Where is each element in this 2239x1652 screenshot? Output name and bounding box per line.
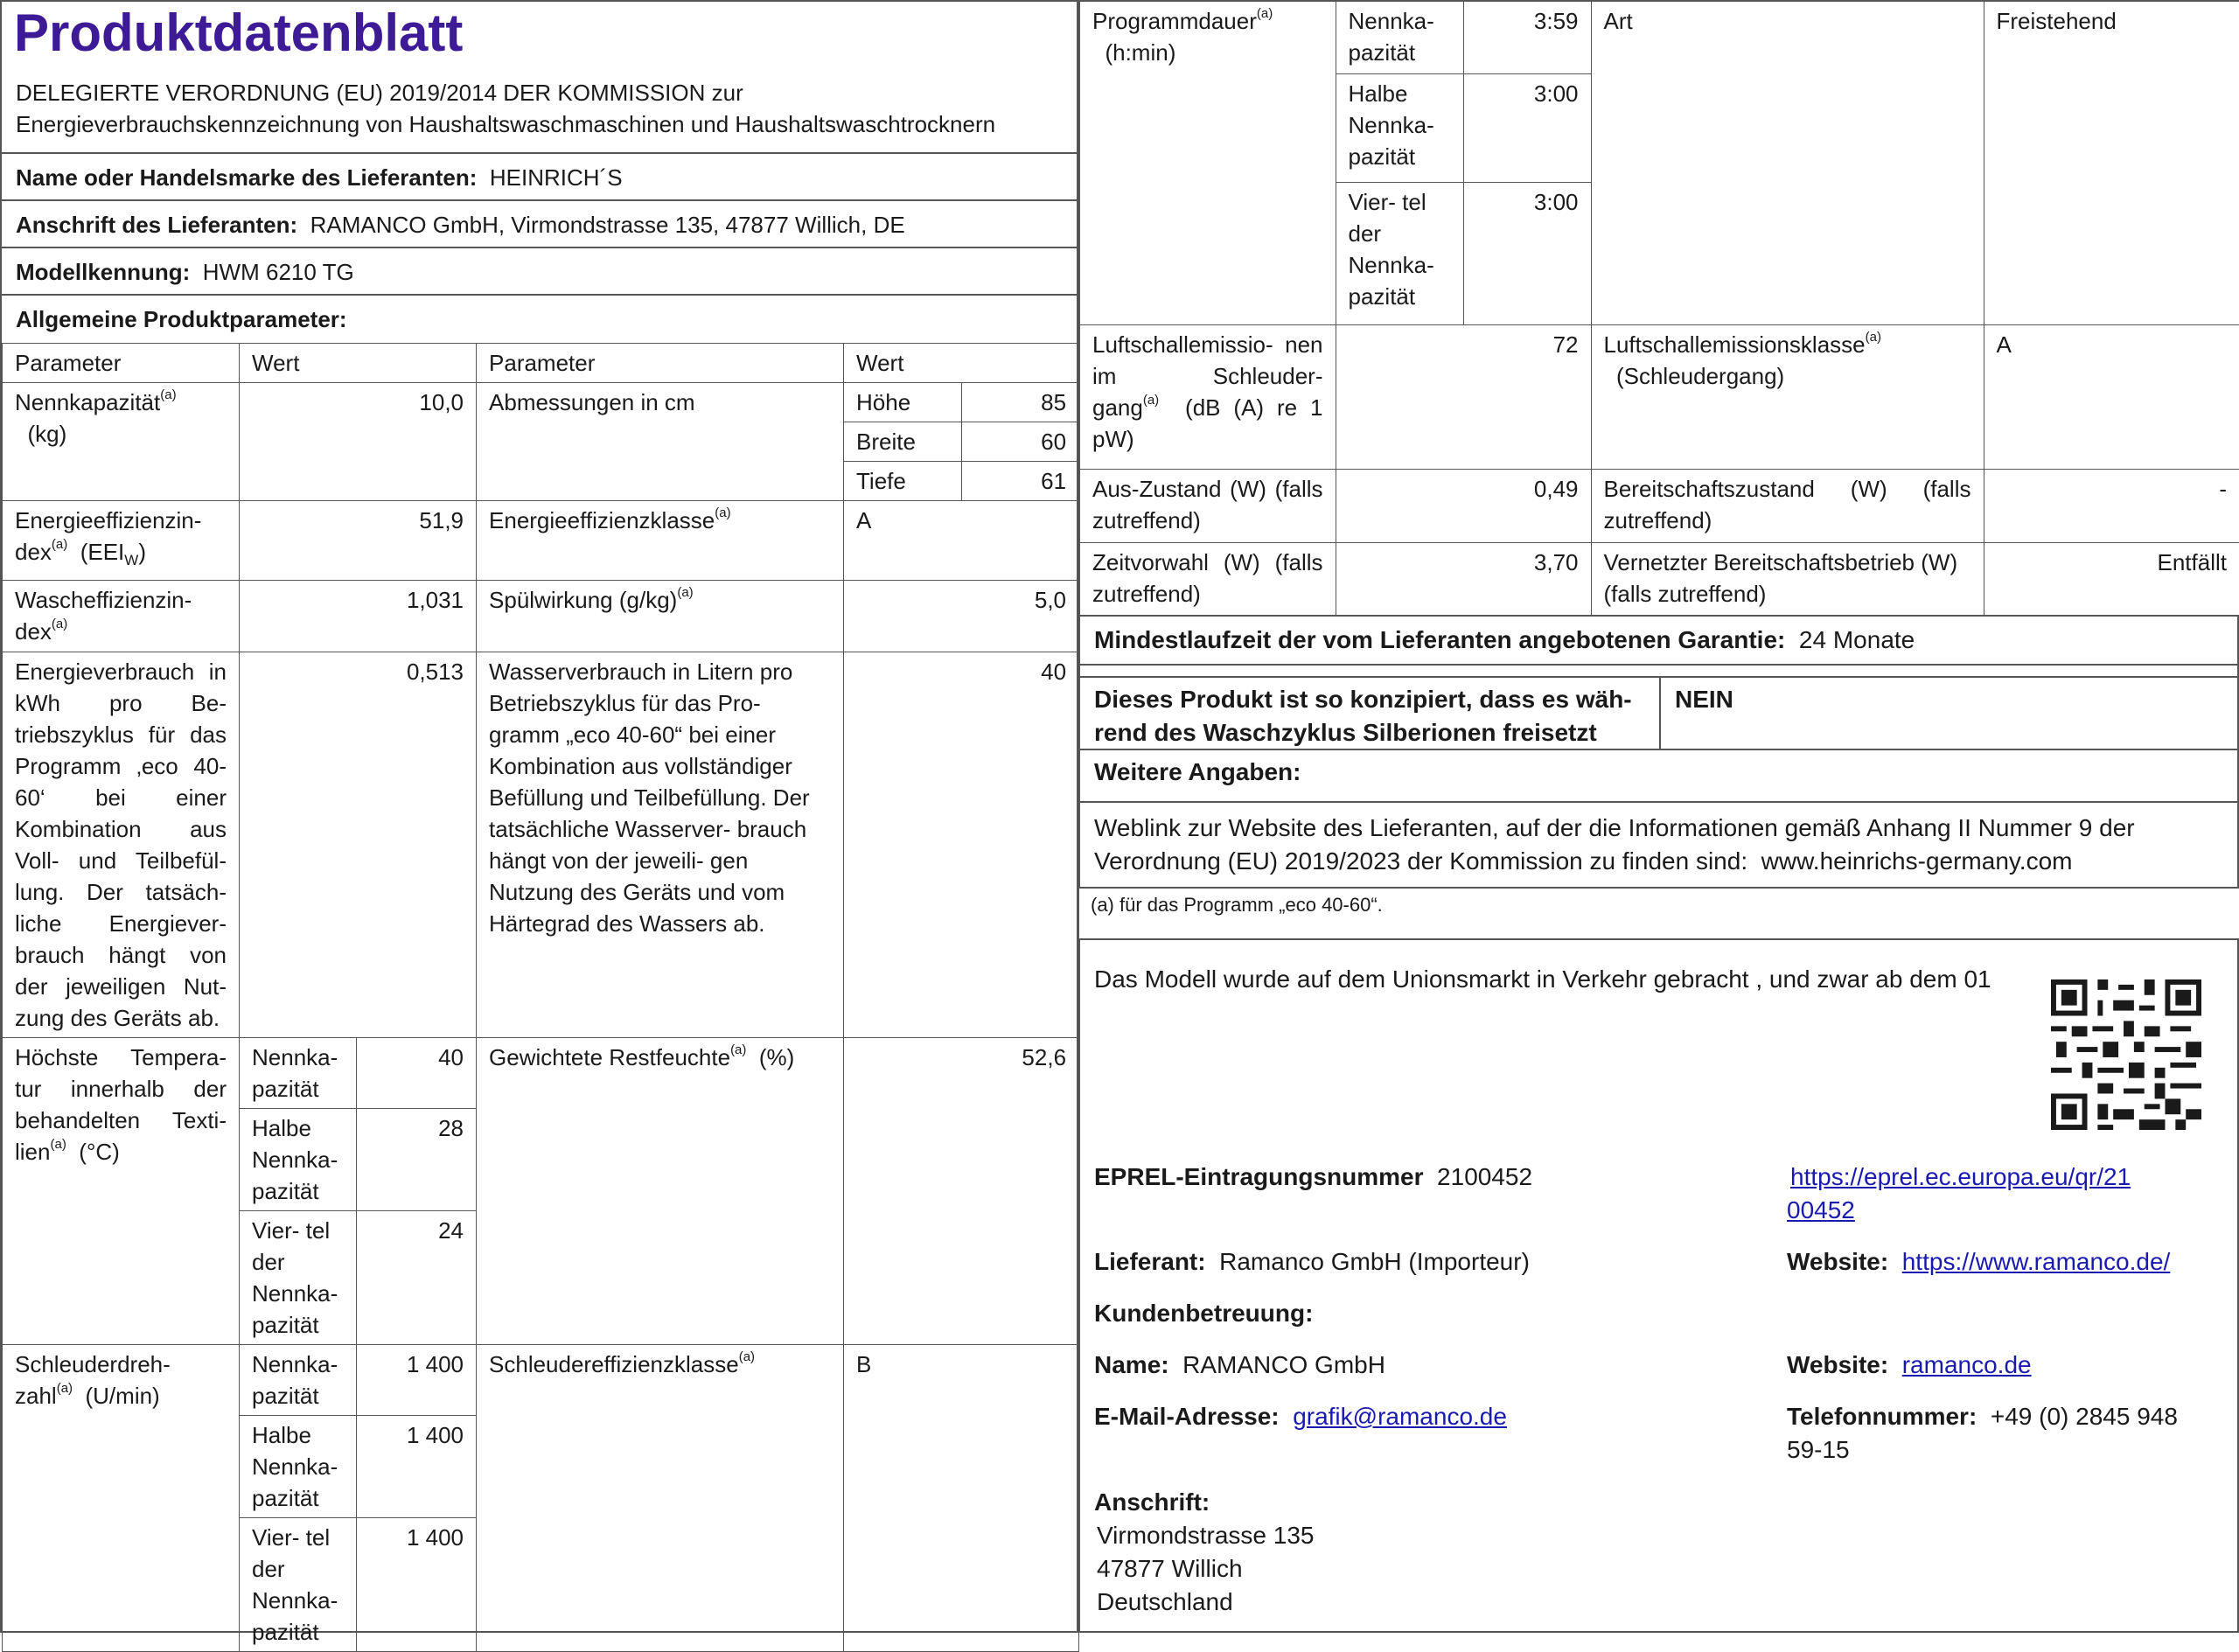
temp-row-2-label: Halbe Nennka- pazität	[240, 1109, 357, 1211]
spin-class-label: Schleudereffizienzklasse$^{(a)}$	[477, 1345, 844, 1652]
table-row	[1079, 324, 2239, 469]
type-value: Freistehend	[1984, 1, 2239, 324]
silver-row	[1078, 676, 2239, 750]
temp-label: Höchste Tempera- tur innerhalb der behandelten Texti- lien$^{(a)}$ (°C)	[3, 1038, 240, 1345]
supplier-address-value: RAMANCO GmbH, Virmondstrasse 135, 47877 Willich, DE	[310, 212, 905, 238]
support-name-row	[1094, 1349, 1385, 1382]
noise-class-label: Luftschallemissionsklasse$^{(a)}$ (Schleudergang)	[1591, 324, 1984, 469]
duration-row-3-value: 3:00	[1463, 182, 1591, 324]
energy-value: 0,513	[240, 652, 477, 1038]
more-info-url: www.heinrichs-germany.com	[1761, 847, 2073, 875]
spin-row-2-label: Halbe Nennka- pazität	[240, 1416, 357, 1518]
warranty-label: Mindestlaufzeit der vom Lieferanten angebotenen Garantie:	[1094, 626, 1786, 653]
table-row	[3, 652, 1079, 1038]
header-param: Parameter	[3, 344, 240, 383]
support-address-block	[1094, 1486, 1315, 1619]
water-label: Wasserverbrauch in Litern pro Betriebszyklus für das Pro- gramm „eco 40-60“ bei einer Kombination aus vollständiger Befüllung und Teilbefüllung. Der tatsächliche Wasserver- brauch hängt von der jeweili- gen Nutzung des Geräts und vom Härtegrad des Wassers ab.	[477, 652, 844, 1038]
delay-value: 3,70	[1336, 542, 1591, 616]
support-email-label: E-Mail-Adresse:	[1094, 1403, 1280, 1430]
support-phone-row	[1787, 1400, 2178, 1467]
silver-value: NEIN	[1675, 686, 1733, 713]
networked-value: Entfällt	[1984, 542, 2239, 616]
spacer	[1078, 666, 2239, 676]
table-row	[3, 501, 1079, 581]
moisture-value: 52,6	[844, 1038, 1079, 1345]
type-label: Art	[1591, 1, 1984, 324]
left-panel	[0, 0, 1078, 1646]
eprel-website-row	[1787, 1245, 2170, 1279]
dim-height-value: 85	[962, 383, 1079, 422]
wash-eff-value: 1,031	[240, 581, 477, 652]
eprel-website-label: Website:	[1787, 1248, 1889, 1275]
delay-label: Zeitvorwahl (W) (falls zutreffend)	[1079, 542, 1336, 616]
general-params-label: Allgemeine Produktparameter:	[16, 306, 347, 332]
support-phone-label: Telefonnummer:	[1787, 1403, 1977, 1430]
dim-width-value: 60	[962, 422, 1079, 462]
standby-value: -	[1984, 469, 2239, 542]
regulation-line-1: DELEGIERTE VERORDNUNG (EU) 2019/2014 DER KOMMISSION zur	[16, 80, 743, 106]
standby-label: Bereitschaftszustand (W) (falls zutreffend)	[1591, 469, 1984, 542]
table-row	[3, 1038, 1079, 1109]
capacity-value: 10,0	[240, 383, 477, 501]
off-label: Aus-Zustand (W) (falls zutreffend)	[1079, 469, 1336, 542]
model-label: Modellkennung:	[16, 259, 191, 285]
regulation-line-2: Energieverbrauchskennzeichnung von Haushaltswaschmaschinen und Haushaltswaschtrocknern	[16, 111, 996, 137]
support-phone-value-1: +49 (0) 2845 948	[1990, 1403, 2178, 1430]
eei-label: Energieeffizienzin- dex$^{(a)}$ $(EEI_W)$	[3, 501, 240, 581]
spin-label: Schleuderdreh- zahl$^{(a)}$ (U/min)	[3, 1345, 240, 1652]
noise-class-value: A	[1984, 324, 2239, 469]
eprel-reg-row	[1094, 1161, 1532, 1194]
header-value: Wert	[240, 344, 477, 383]
noise-label: Luftschallemissio- nen im Schleuder- gang$^{(a)}$ (dB (A) re 1 pW)	[1079, 324, 1336, 469]
spin-row-3-value: 1 400	[357, 1518, 477, 1652]
energy-label: Energieverbrauch in kWh pro Be- triebszyklus für das Programm ‚eco 40-60‘ bei einer Kombination aus Voll- und Teilbefül- lung. Der tatsäch- liche Energiever- brauch hängt von der jeweiligen Nut- zung des Geräts ab.	[3, 652, 240, 1038]
duration-row-3-label: Vier- tel der Nennka- pazität	[1336, 182, 1463, 324]
model-row	[2, 247, 1077, 294]
rinse-value: 5,0	[844, 581, 1079, 652]
support-address-line-2: 47877 Willich	[1097, 1555, 1243, 1582]
spin-class-value: B	[844, 1345, 1079, 1652]
qr-code-icon	[2051, 979, 2201, 1130]
water-value: 40	[844, 652, 1079, 1038]
temp-row-1-label: Nennka- pazität	[240, 1038, 357, 1109]
more-info-text-row	[1078, 803, 2239, 889]
eprel-website-link[interactable]: https://www.ramanco.de/	[1901, 1248, 2171, 1275]
support-phone-value-2: 59-15	[1787, 1436, 1850, 1463]
table-row	[1079, 542, 2239, 616]
temp-row-3-label: Vier- tel der Nennka- pazität	[240, 1211, 357, 1345]
dimensions-label: Abmessungen in cm	[477, 383, 844, 501]
warranty-row	[1078, 617, 2239, 666]
rinse-label: Spülwirkung $(g/kg)^{(a)}$	[477, 581, 844, 652]
support-name-label: Name:	[1094, 1351, 1169, 1378]
support-website-link[interactable]: ramanco.de	[1901, 1351, 2032, 1378]
support-address-line-1: Virmondstrasse 135	[1097, 1522, 1315, 1549]
spin-row-3-label: Vier- tel der Nennka- pazität	[240, 1518, 357, 1652]
table-row	[3, 581, 1079, 652]
more-info-text: Weblink zur Website des Lieferanten, auf der die Informationen gemäß Anhang II Nummer 9 der Verordnung (EU) 2019/2023 der Kommission zu finden sind:	[1094, 814, 2135, 875]
eprel-panel	[1078, 938, 2239, 1633]
duration-row-2-value: 3:00	[1463, 73, 1591, 182]
networked-label: Vernetzter Bereitschaftsbetrieb (W) (falls zutreffend)	[1591, 542, 1984, 616]
support-name-value: RAMANCO GmbH	[1182, 1351, 1385, 1378]
silver-label: Dieses Produkt ist so konzipiert, dass es wäh- rend des Waschzyklus Silberionen freisetzt	[1080, 678, 1661, 749]
eprel-link-line-1[interactable]: https://eprel.ec.europa.eu/qr/21	[1790, 1163, 2131, 1190]
table-row	[1079, 469, 2239, 542]
model-value: HWM 6210 TG	[202, 259, 354, 285]
customer-support-heading	[1094, 1297, 1313, 1330]
spin-row-1-label: Nennka- pazität	[240, 1345, 357, 1416]
parameter-table-left	[2, 343, 1079, 1652]
eprel-reg-value: 2100452	[1437, 1163, 1533, 1190]
table-row	[1079, 1, 2239, 73]
duration-label: Programmdauer$^{(a)}$ (h:min)	[1079, 1, 1336, 324]
temp-row-3-value: 24	[357, 1211, 477, 1345]
right-panel	[1078, 0, 2239, 1633]
support-address-line-3: Deutschland	[1097, 1588, 1233, 1615]
eprel-supplier-row	[1094, 1245, 1530, 1279]
more-info-row	[1078, 750, 2239, 803]
general-params-row	[2, 294, 1077, 343]
dim-depth-value: 61	[962, 462, 1079, 501]
support-website-row	[1787, 1349, 2032, 1382]
page-title: Produktdatenblatt	[14, 3, 464, 62]
dim-depth-label: Tiefe	[844, 462, 962, 501]
eei-class-value: A	[844, 501, 1079, 581]
eprel-reg-label: EPREL-Eintragungsnummer	[1094, 1163, 1424, 1190]
dim-height-label: Höhe	[844, 383, 962, 422]
regulation-text	[2, 65, 1077, 152]
spin-row-2-value: 1 400	[357, 1416, 477, 1518]
duration-row-1-label: Nennka- pazität	[1336, 1, 1463, 73]
support-email-link[interactable]: grafik@ramanco.de	[1293, 1403, 1507, 1430]
duration-row-2-label: Halbe Nennka- pazität	[1336, 73, 1463, 182]
footnote: (a) für das Programm „eco 40-60“.	[1091, 894, 1383, 916]
support-address-label: Anschrift:	[1094, 1488, 1210, 1516]
supplier-name-value: HEINRICH´S	[489, 164, 623, 191]
table-row	[3, 383, 1079, 422]
eprel-supplier-label: Lieferant:	[1094, 1248, 1206, 1275]
temp-row-2-value: 28	[357, 1109, 477, 1211]
dim-width-label: Breite	[844, 422, 962, 462]
support-email-row	[1094, 1400, 1507, 1433]
eprel-link-line-2[interactable]: 00452	[1787, 1196, 1855, 1223]
wash-eff-label: Wascheffizienzin- dex$^{(a)}$	[3, 581, 240, 652]
support-website-label: Website:	[1787, 1351, 1889, 1378]
capacity-label: Nennkapazität$^{(a)}$ (kg)	[3, 383, 240, 501]
header-param-2: Parameter	[477, 344, 844, 383]
temp-row-1-value: 40	[357, 1038, 477, 1109]
table-header-row	[3, 344, 1079, 383]
eprel-supplier-value: Ramanco GmbH (Importeur)	[1219, 1248, 1530, 1275]
supplier-address-label: Anschrift des Lieferanten:	[16, 212, 298, 238]
off-value: 0,49	[1336, 469, 1591, 542]
parameter-table-right	[1078, 0, 2239, 617]
supplier-name-label: Name oder Handelsmarke des Lieferanten:	[16, 164, 478, 191]
moisture-label: Gewichtete Restfeuchte$^{(a)}$ (%)	[477, 1038, 844, 1345]
duration-row-1-value: 3:59	[1463, 1, 1591, 73]
eei-value: 51,9	[240, 501, 477, 581]
eprel-link[interactable]	[1787, 1161, 2131, 1227]
supplier-address-row	[2, 199, 1077, 247]
supplier-name-row	[2, 152, 1077, 199]
table-row	[3, 1345, 1079, 1416]
header-value-2: Wert	[844, 344, 1079, 383]
noise-value: 72	[1336, 324, 1591, 469]
customer-support-label: Kundenbetreuung:	[1094, 1300, 1314, 1327]
market-text: Das Modell wurde auf dem Unionsmarkt in Verkehr gebracht , und zwar ab dem 01	[1094, 965, 1991, 993]
more-info-label: Weitere Angaben:	[1094, 758, 1301, 785]
eei-class-label: Energieeffizienzklasse$^{(a)}$	[477, 501, 844, 581]
spin-row-1-value: 1 400	[357, 1345, 477, 1416]
warranty-value: 24 Monate	[1798, 626, 1915, 653]
